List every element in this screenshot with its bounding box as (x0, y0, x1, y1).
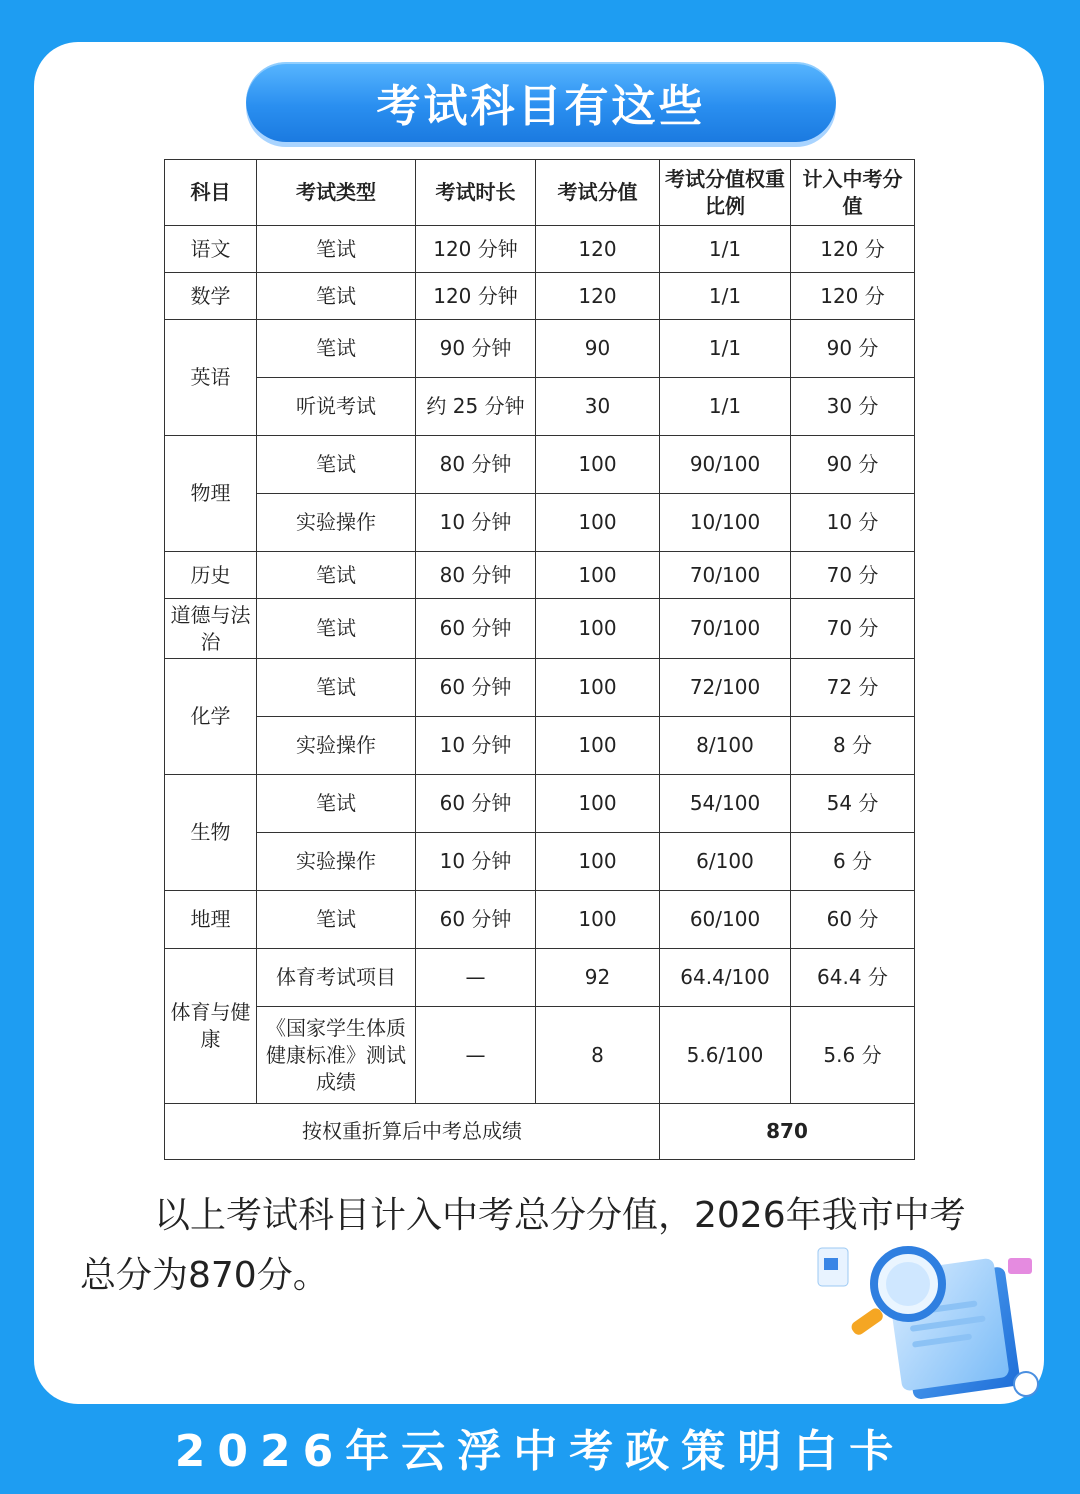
table-total-row (165, 1104, 915, 1160)
cell-score: 100 (536, 659, 660, 717)
cell-counted: 8 分 (791, 717, 915, 775)
cell-score: 90 (536, 320, 660, 378)
cell-subject: 道德与法治 (165, 599, 257, 659)
cell-ratio: 64.4/100 (660, 949, 791, 1007)
header-weight-ratio: 考试分值权重比例 (660, 160, 791, 226)
title-banner (246, 62, 836, 142)
exam-subjects-table (164, 159, 915, 1160)
table-row (165, 599, 915, 659)
cell-duration: 10 分钟 (416, 717, 536, 775)
header-duration: 考试时长 (416, 160, 536, 226)
cell-duration: 90 分钟 (416, 320, 536, 378)
total-label: 按权重折算后中考总成绩 (165, 1104, 660, 1160)
cell-ratio: 8/100 (660, 717, 791, 775)
cell-type: 体育考试项目 (257, 949, 416, 1007)
cell-type: 实验操作 (257, 833, 416, 891)
table-row (165, 1007, 915, 1104)
cell-ratio: 1/1 (660, 226, 791, 273)
cell-counted: 70 分 (791, 552, 915, 599)
header-counted-score: 计入中考分值 (791, 160, 915, 226)
footer-banner (0, 1412, 1080, 1482)
cell-duration: 约 25 分钟 (416, 378, 536, 436)
cell-counted: 70 分 (791, 599, 915, 659)
cell-ratio: 70/100 (660, 599, 791, 659)
cell-ratio: 1/1 (660, 378, 791, 436)
cell-subject: 语文 (165, 226, 257, 273)
document-magnifier-icon (808, 1236, 1044, 1404)
cell-ratio: 90/100 (660, 436, 791, 494)
table-row (165, 552, 915, 599)
cell-score: 100 (536, 775, 660, 833)
cell-counted: 90 分 (791, 436, 915, 494)
table-row (165, 891, 915, 949)
table-row (165, 775, 915, 833)
cell-type: 笔试 (257, 599, 416, 659)
cell-subject: 历史 (165, 552, 257, 599)
cell-duration: 10 分钟 (416, 833, 536, 891)
cell-type: 笔试 (257, 436, 416, 494)
cell-ratio: 6/100 (660, 833, 791, 891)
cell-subject: 体育与健康 (165, 949, 257, 1104)
cell-duration: 10 分钟 (416, 494, 536, 552)
cell-duration: 120 分钟 (416, 273, 536, 320)
cell-duration: 60 分钟 (416, 891, 536, 949)
cell-score: 100 (536, 717, 660, 775)
cell-score: 100 (536, 891, 660, 949)
cell-ratio: 60/100 (660, 891, 791, 949)
cell-duration: 80 分钟 (416, 436, 536, 494)
cell-score: 100 (536, 552, 660, 599)
cell-score: 120 (536, 273, 660, 320)
cell-duration: 120 分钟 (416, 226, 536, 273)
cell-type: 笔试 (257, 891, 416, 949)
cell-duration: — (416, 949, 536, 1007)
cell-duration: 60 分钟 (416, 659, 536, 717)
table-row (165, 659, 915, 717)
cell-duration: — (416, 1007, 536, 1104)
header-subject: 科目 (165, 160, 257, 226)
table-row (165, 494, 915, 552)
cell-ratio: 10/100 (660, 494, 791, 552)
cell-type: 《国家学生体质健康标准》测试成绩 (257, 1007, 416, 1104)
cell-ratio: 72/100 (660, 659, 791, 717)
cell-score: 100 (536, 599, 660, 659)
cell-ratio: 1/1 (660, 320, 791, 378)
cell-score: 100 (536, 833, 660, 891)
table-row (165, 226, 915, 273)
cell-subject: 英语 (165, 320, 257, 436)
table-row (165, 717, 915, 775)
cell-counted: 120 分 (791, 226, 915, 273)
cell-score: 8 (536, 1007, 660, 1104)
cell-counted: 72 分 (791, 659, 915, 717)
cell-type: 笔试 (257, 659, 416, 717)
cell-type: 听说考试 (257, 378, 416, 436)
table-row (165, 273, 915, 320)
page-title: 考试科目有这些 (376, 81, 706, 132)
cell-type: 实验操作 (257, 717, 416, 775)
cell-subject: 地理 (165, 891, 257, 949)
footer-title: 2026年云浮中考政策明白卡 (174, 1426, 906, 1477)
description-text: 以上考试科目计入中考总分分值，2026年我市中考总分为870分。 (80, 1195, 966, 1296)
cell-subject: 数学 (165, 273, 257, 320)
cell-counted: 30 分 (791, 378, 915, 436)
cell-score: 92 (536, 949, 660, 1007)
cell-subject: 化学 (165, 659, 257, 775)
table-header-row (165, 160, 915, 226)
cell-counted: 90 分 (791, 320, 915, 378)
table-row (165, 833, 915, 891)
cell-counted: 5.6 分 (791, 1007, 915, 1104)
cell-counted: 10 分 (791, 494, 915, 552)
cell-ratio: 70/100 (660, 552, 791, 599)
table-row (165, 378, 915, 436)
cell-counted: 54 分 (791, 775, 915, 833)
cell-counted: 60 分 (791, 891, 915, 949)
cell-counted: 64.4 分 (791, 949, 915, 1007)
cell-ratio: 1/1 (660, 273, 791, 320)
cell-counted: 120 分 (791, 273, 915, 320)
cell-score: 30 (536, 378, 660, 436)
total-value: 870 (660, 1104, 915, 1160)
cell-type: 笔试 (257, 226, 416, 273)
header-exam-type: 考试类型 (257, 160, 416, 226)
cell-score: 100 (536, 436, 660, 494)
table-row (165, 436, 915, 494)
cell-type: 笔试 (257, 552, 416, 599)
cell-score: 100 (536, 494, 660, 552)
cell-ratio: 54/100 (660, 775, 791, 833)
table-row (165, 320, 915, 378)
cell-score: 120 (536, 226, 660, 273)
cell-duration: 60 分钟 (416, 599, 536, 659)
header-score: 考试分值 (536, 160, 660, 226)
cell-counted: 6 分 (791, 833, 915, 891)
cell-type: 笔试 (257, 273, 416, 320)
cell-duration: 80 分钟 (416, 552, 536, 599)
cell-subject: 生物 (165, 775, 257, 891)
cell-ratio: 5.6/100 (660, 1007, 791, 1104)
cell-type: 笔试 (257, 320, 416, 378)
cell-type: 笔试 (257, 775, 416, 833)
table-row (165, 949, 915, 1007)
cell-type: 实验操作 (257, 494, 416, 552)
cell-subject: 物理 (165, 436, 257, 552)
cell-duration: 60 分钟 (416, 775, 536, 833)
